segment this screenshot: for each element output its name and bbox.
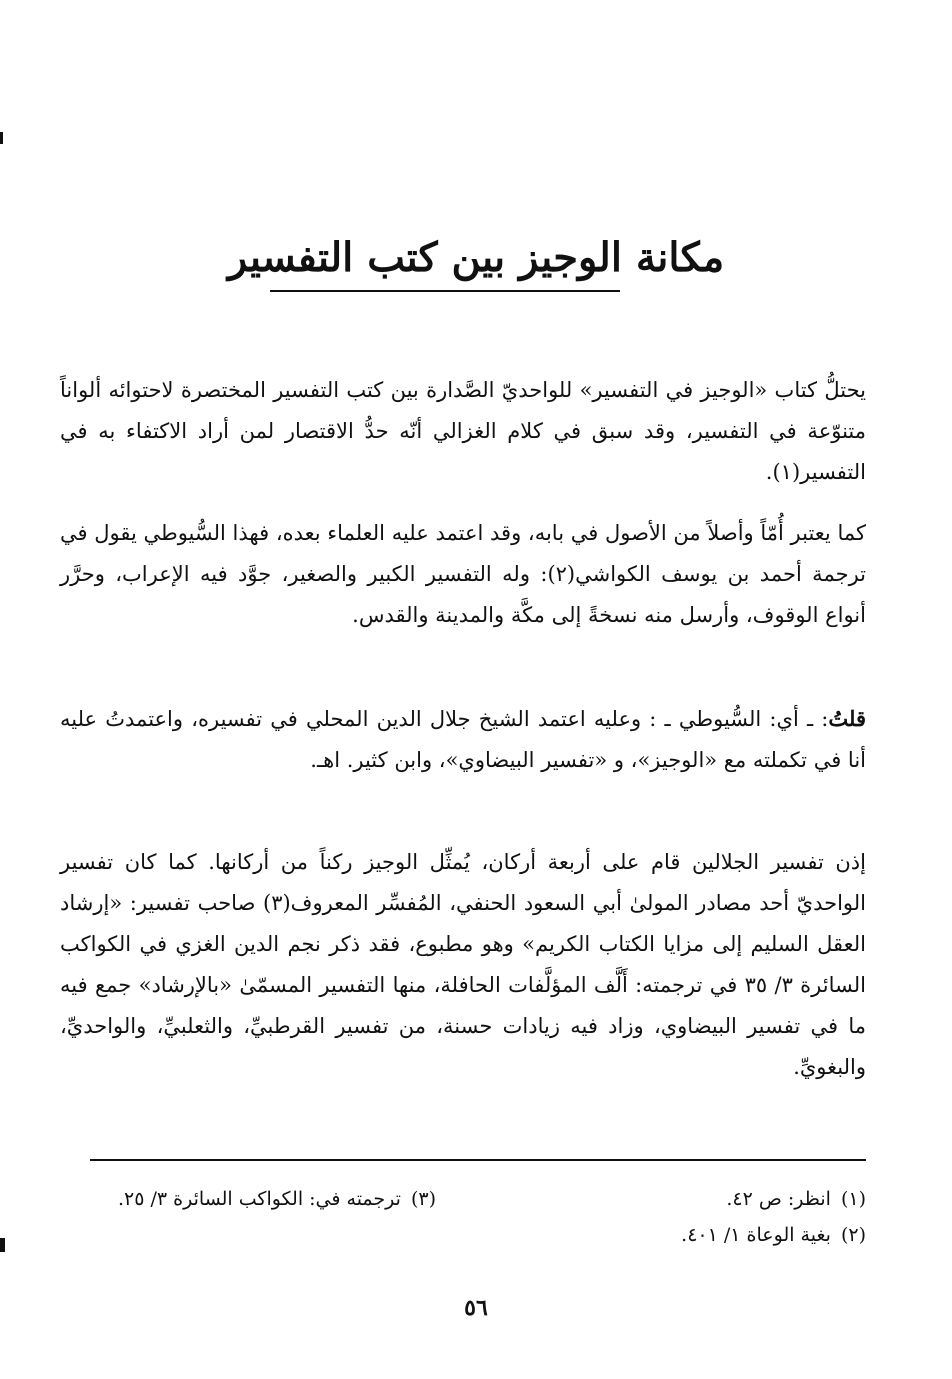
footnote-text: ترجمته في: الكواكب السائرة ٣/ ٢٥. [118, 1188, 401, 1210]
paragraph-text: إذن تفسير الجلالين قام على أربعة أركان، يُمثِّل الوجيز ركناً من أركانها. كما كان تفسير الواحديّ أحد مصادر المولىٰ أبي السعود الحنفي، المُفسِّر المعروف(٣) صاحب تفسير: «إرشاد العقل السليم إلى مزايا الكتاب الكريم» وهو مطبوع، فقد ذكر نجم الدين الغزي في الكواكب السائرة ٣/ ٣٥ في ترجمته: أَلَّف المؤلَّفات الحافلة، منها التفسير المسمّىٰ «بالإرشاد» جمع فيه ما في تفسير البيضاوي، وزاد فيه زيادات حسنة، من تفسير القرطبيِّ، والثعلبيِّ، والواحديِّ، والبغويِّ. [60, 850, 866, 1079]
footnote-number: (٣) [410, 1188, 436, 1210]
paragraph-text: : ـ أي: السُّيوطي ـ : وعليه اعتمد الشيخ جلال الدين المحلي في تفسيره، واعتمدتُ عليه أنا في تكملته مع «الوجيز»، و «تفسير البيضاوي»، وابن كثير. اهـ. [60, 707, 866, 772]
footnote-number: (٢) [840, 1224, 866, 1246]
footnote-text: انظر: ص ٤٢. [726, 1188, 831, 1210]
paragraph-4 [60, 842, 866, 1088]
title-underline [270, 290, 620, 292]
footnote-3 [118, 1182, 436, 1216]
footnote-2 [681, 1218, 866, 1252]
paragraph-3 [60, 698, 866, 781]
left-margin-mark-lower [0, 1238, 5, 1252]
paragraph-lead: قلتُ [828, 706, 866, 731]
left-margin-mark [0, 132, 3, 144]
page-title: مكانة الوجيز بين كتب التفسير [227, 234, 725, 281]
footnote-separator [90, 1159, 866, 1161]
paragraph-2 [60, 513, 866, 636]
paragraph-text: كما يعتبر أُمّاً وأصلاً من الأصول في بابه، وقد اعتمد عليه العلماء بعده، فهذا السُّيوطي يقول في ترجمة أحمد بن يوسف الكواشي(٢): وله التفسير الكبير والصغير، جوَّد فيه الإعراب، وحرَّر أنواع الوقوف، وأرسل منه نسخةً إلى مكَّة والمدينة والقدس. [60, 521, 866, 627]
footnote-number: (١) [840, 1188, 866, 1210]
paragraph-text: يحتلُّ كتاب «الوجيز في التفسير» للواحديّ الصَّدارة بين كتب التفسير المختصرة لاحتوائه ألواناً متنوّعة في التفسير، وقد سبق في كلام الغزالي أنّه حدُّ الاقتصار لمن أراد الاكتفاء به في التفسير(١). [60, 378, 866, 484]
footnote-text: بغية الوعاة ١/ ٤٠١. [681, 1224, 831, 1246]
paragraph-1 [60, 370, 866, 493]
page-number: ٥٦ [464, 1295, 488, 1321]
footnote-1 [726, 1182, 866, 1216]
